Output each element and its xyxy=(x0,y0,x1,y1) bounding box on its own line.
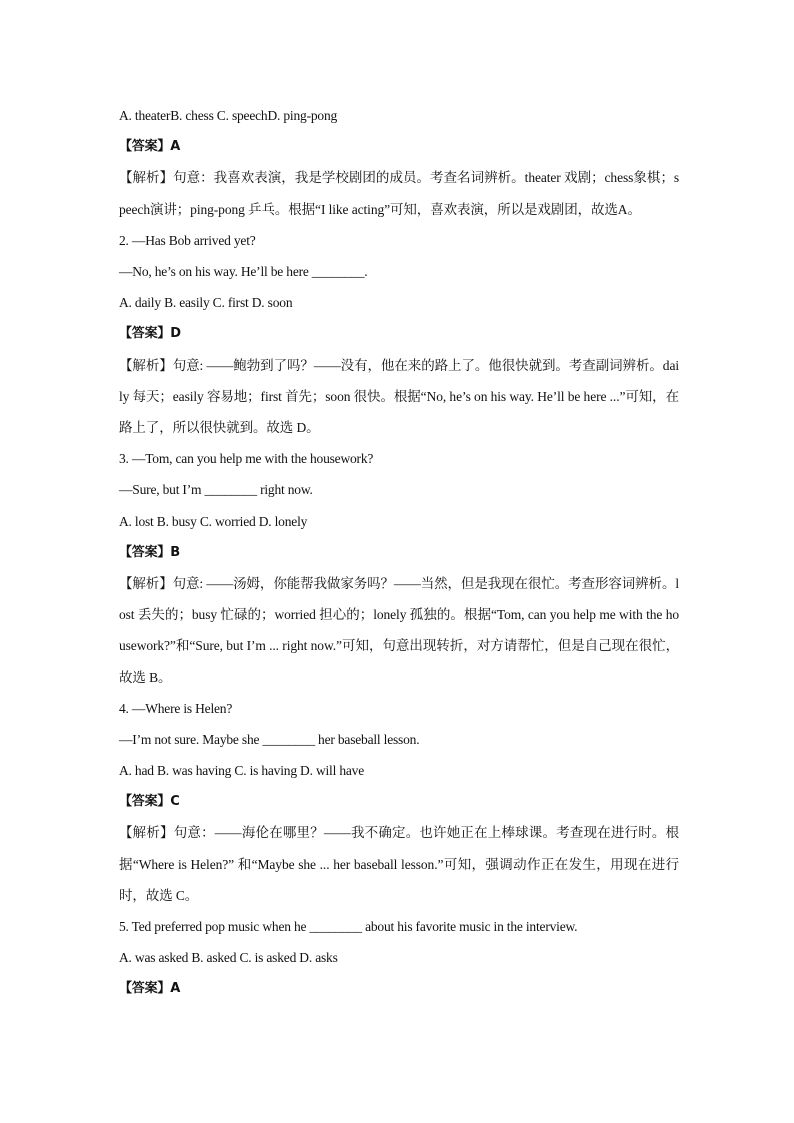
q2-reply: —No, he’s on his way. He’ll be here ________. xyxy=(119,263,368,279)
q3-analysis: 【解析】句意: ——汤姆，你能帮我做家务吗？——当然，但是我现在很忙。考查形容词辨析。lost 丢失的；busy 忙碌的；worried 担心的；lonely 孤独的。根据“Tom, can you help me with the housework?”和“Sure, but I’m ... right now.”可知，句意出现转折，对方请帮忙，但是自己现在很忙，故选 B。 xyxy=(119,575,679,685)
q5-answer: 【答案】A xyxy=(119,981,181,997)
q1-options: A. theaterB. chess C. speechD. ping-pong xyxy=(119,108,338,123)
q3-options: A. lost B. busy C. worried D. lonely xyxy=(119,513,308,529)
q4-options: A. had B. was having C. is having D. will have xyxy=(119,763,365,779)
q3-answer: 【答案】B xyxy=(119,544,180,560)
page-content xyxy=(119,100,679,1005)
q2-answer: 【答案】D xyxy=(119,326,181,342)
q4-analysis: 【解析】句意：——海伦在哪里？——我不确定。也许她正在上棒球课。考查现在进行时。根据“Where is Helen?” 和“Maybe she ... her baseball lesson.”可知，强调动作正在发生，用现在进行时，故选 C。 xyxy=(119,825,679,903)
q4-answer: 【答案】C xyxy=(119,794,180,810)
q1-answer: 【答案】A xyxy=(119,139,181,155)
q2-stem: 2. —Has Bob arrived yet? xyxy=(119,232,256,248)
q2-analysis: 【解析】句意: ——鲍勃到了吗？——没有，他在来的路上了。他很快就到。考查副词辨析。daily 每天；easily 容易地；first 首先；soon 很快。根据“No, he’s on his way. He’ll be here ...”可知，在路上了，所以很快就到。故选 D。 xyxy=(119,357,679,435)
q3-stem: 3. —Tom, can you help me with the housework? xyxy=(119,451,374,467)
q5-stem: 5. Ted preferred pop music when he ________ about his favorite music in the interview. xyxy=(119,919,578,935)
q4-reply: —I’m not sure. Maybe she ________ her baseball lesson. xyxy=(119,731,420,747)
q3-reply: —Sure, but I’m ________ right now. xyxy=(119,482,313,498)
q2-options: A. daily B. easily C. first D. soon xyxy=(119,295,293,311)
q4-stem: 4. —Where is Helen? xyxy=(119,700,233,716)
q5-options: A. was asked B. asked C. is asked D. asks xyxy=(119,950,338,966)
q1-analysis: 【解析】句意：我喜欢表演，我是学校剧团的成员。考查名词辨析。theater 戏剧；chess象棋；speech演讲；ping-pong 乒乓。根据“I like acting”可知，喜欢表演，所以是戏剧团，故选A。 xyxy=(119,170,679,217)
